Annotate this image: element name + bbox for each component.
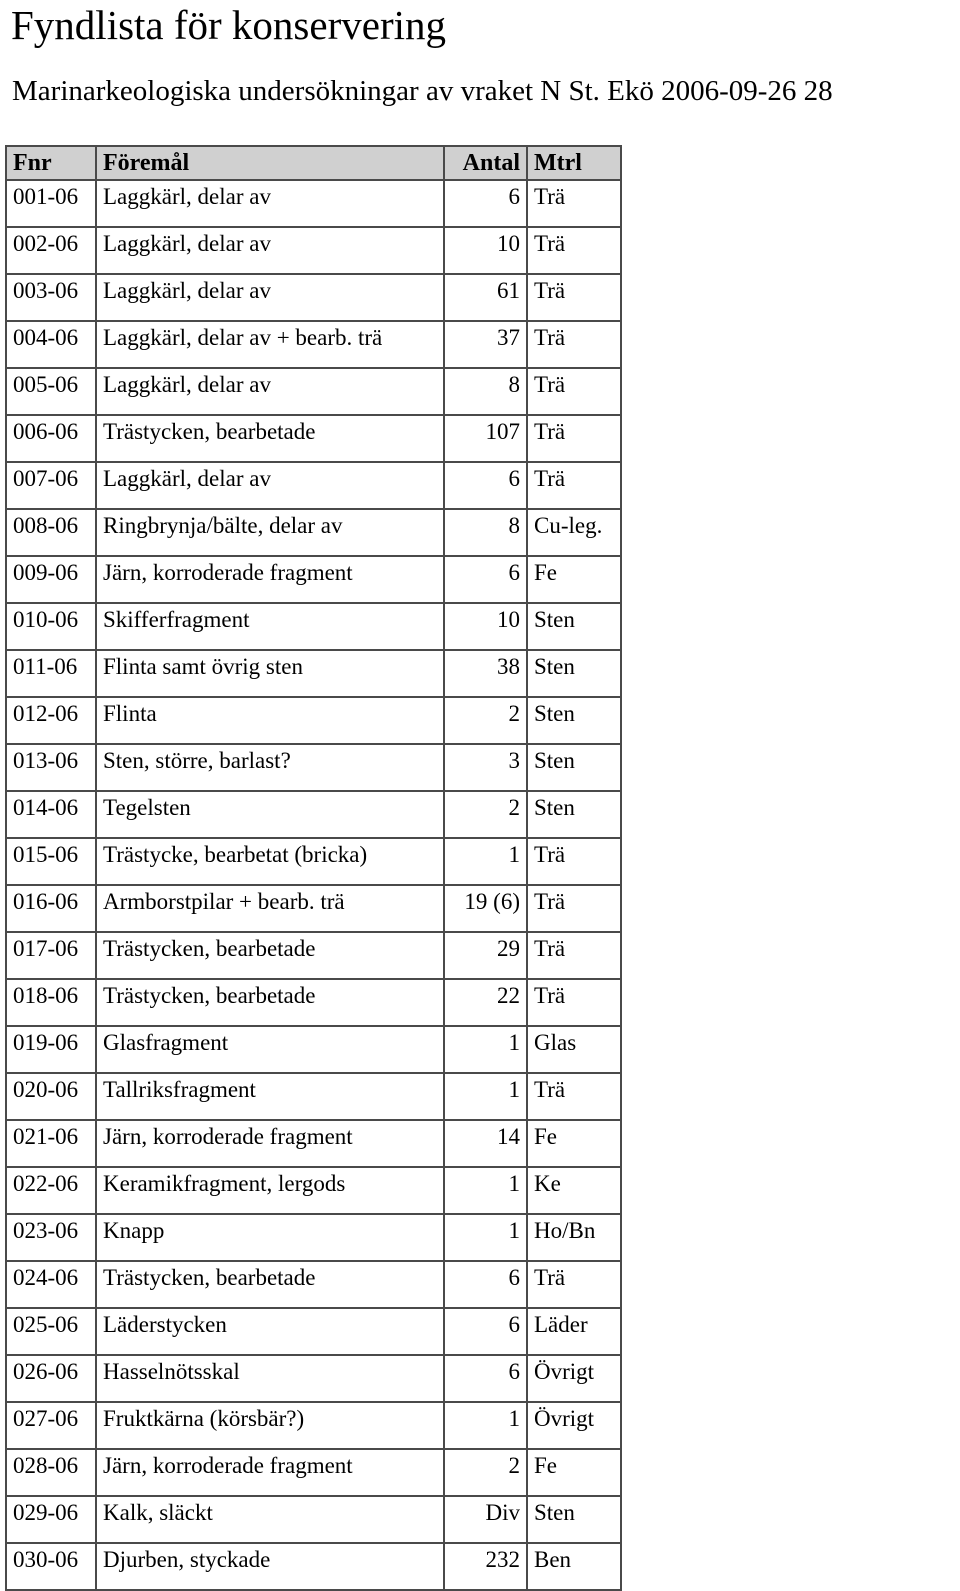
cell-foremal: Trästycken, bearbetade	[96, 415, 444, 462]
table-row	[6, 791, 621, 838]
cell-foremal: Ringbrynja/bälte, delar av	[96, 509, 444, 556]
cell-mtrl: Trä	[527, 979, 621, 1026]
table-row	[6, 603, 621, 650]
cell-antal: 29	[444, 932, 527, 979]
document-subtitle: Marinarkeologiska undersökningar av vraket N St. Ekö 2006-09-26 28	[12, 75, 833, 107]
cell-fnr: 013-06	[6, 744, 96, 791]
table-row	[6, 1073, 621, 1120]
cell-mtrl: Trä	[527, 838, 621, 885]
cell-antal: 10	[444, 603, 527, 650]
cell-mtrl: Trä	[527, 415, 621, 462]
cell-foremal: Järn, korroderade fragment	[96, 1120, 444, 1167]
cell-foremal: Sten, större, barlast?	[96, 744, 444, 791]
cell-mtrl: Trä	[527, 180, 621, 227]
cell-antal: 1	[444, 1073, 527, 1120]
header-mtrl: Mtrl	[527, 146, 621, 180]
table-row	[6, 650, 621, 697]
cell-fnr: 008-06	[6, 509, 96, 556]
cell-foremal: Flinta samt övrig sten	[96, 650, 444, 697]
table-row	[6, 932, 621, 979]
table-row	[6, 227, 621, 274]
cell-mtrl: Fe	[527, 1120, 621, 1167]
cell-mtrl: Trä	[527, 227, 621, 274]
cell-foremal: Tallriksfragment	[96, 1073, 444, 1120]
cell-foremal: Trästycken, bearbetade	[96, 1261, 444, 1308]
cell-mtrl: Övrigt	[527, 1402, 621, 1449]
cell-mtrl: Sten	[527, 650, 621, 697]
cell-foremal: Laggkärl, delar av	[96, 227, 444, 274]
cell-mtrl: Trä	[527, 321, 621, 368]
cell-mtrl: Trä	[527, 932, 621, 979]
cell-fnr: 023-06	[6, 1214, 96, 1261]
cell-antal: 22	[444, 979, 527, 1026]
cell-mtrl: Sten	[527, 697, 621, 744]
table-row	[6, 180, 621, 227]
cell-foremal: Laggkärl, delar av + bearb. trä	[96, 321, 444, 368]
cell-antal: 8	[444, 509, 527, 556]
cell-antal: 6	[444, 1308, 527, 1355]
cell-foremal: Laggkärl, delar av	[96, 274, 444, 321]
cell-mtrl: Fe	[527, 1449, 621, 1496]
table-row	[6, 979, 621, 1026]
cell-antal: 38	[444, 650, 527, 697]
table-row	[6, 321, 621, 368]
cell-antal: 1	[444, 838, 527, 885]
table-row	[6, 697, 621, 744]
cell-antal: 2	[444, 697, 527, 744]
cell-antal: 37	[444, 321, 527, 368]
cell-mtrl: Trä	[527, 368, 621, 415]
cell-fnr: 019-06	[6, 1026, 96, 1073]
cell-foremal: Läderstycken	[96, 1308, 444, 1355]
cell-fnr: 030-06	[6, 1543, 96, 1590]
cell-fnr: 015-06	[6, 838, 96, 885]
cell-antal: 10	[444, 227, 527, 274]
cell-fnr: 028-06	[6, 1449, 96, 1496]
cell-fnr: 026-06	[6, 1355, 96, 1402]
cell-antal: 3	[444, 744, 527, 791]
cell-mtrl: Sten	[527, 744, 621, 791]
cell-mtrl: Sten	[527, 603, 621, 650]
cell-fnr: 024-06	[6, 1261, 96, 1308]
cell-antal: 14	[444, 1120, 527, 1167]
cell-foremal: Trästycken, bearbetade	[96, 979, 444, 1026]
cell-antal: 2	[444, 1449, 527, 1496]
table-row	[6, 1026, 621, 1073]
cell-foremal: Armborstpilar + bearb. trä	[96, 885, 444, 932]
cell-fnr: 006-06	[6, 415, 96, 462]
header-fnr: Fnr	[6, 146, 96, 180]
cell-foremal: Keramikfragment, lergods	[96, 1167, 444, 1214]
cell-fnr: 018-06	[6, 979, 96, 1026]
cell-fnr: 016-06	[6, 885, 96, 932]
table-header-row	[6, 146, 621, 180]
cell-mtrl: Sten	[527, 1496, 621, 1543]
cell-foremal: Laggkärl, delar av	[96, 368, 444, 415]
cell-antal: 6	[444, 462, 527, 509]
cell-antal: 8	[444, 368, 527, 415]
table-row	[6, 509, 621, 556]
cell-fnr: 007-06	[6, 462, 96, 509]
cell-fnr: 017-06	[6, 932, 96, 979]
table-row	[6, 274, 621, 321]
header-foremal: Föremål	[96, 146, 444, 180]
table-row	[6, 1449, 621, 1496]
cell-mtrl: Fe	[527, 556, 621, 603]
cell-fnr: 020-06	[6, 1073, 96, 1120]
cell-fnr: 022-06	[6, 1167, 96, 1214]
cell-mtrl: Läder	[527, 1308, 621, 1355]
cell-mtrl: Trä	[527, 885, 621, 932]
cell-fnr: 002-06	[6, 227, 96, 274]
cell-foremal: Järn, korroderade fragment	[96, 556, 444, 603]
cell-mtrl: Ben	[527, 1543, 621, 1590]
table-row	[6, 1120, 621, 1167]
cell-fnr: 011-06	[6, 650, 96, 697]
cell-mtrl: Ho/Bn	[527, 1214, 621, 1261]
cell-foremal: Glasfragment	[96, 1026, 444, 1073]
table-row	[6, 556, 621, 603]
cell-foremal: Flinta	[96, 697, 444, 744]
cell-antal: 1	[444, 1214, 527, 1261]
table-row	[6, 1355, 621, 1402]
cell-antal: 6	[444, 180, 527, 227]
cell-fnr: 029-06	[6, 1496, 96, 1543]
cell-antal: Div	[444, 1496, 527, 1543]
cell-fnr: 010-06	[6, 603, 96, 650]
cell-mtrl: Ke	[527, 1167, 621, 1214]
table-row	[6, 885, 621, 932]
cell-foremal: Fruktkärna (körsbär?)	[96, 1402, 444, 1449]
table-row	[6, 1543, 621, 1590]
cell-antal: 6	[444, 1355, 527, 1402]
cell-mtrl: Trä	[527, 1073, 621, 1120]
cell-mtrl: Trä	[527, 274, 621, 321]
cell-foremal: Knapp	[96, 1214, 444, 1261]
document-title: Fyndlista för konservering	[11, 2, 446, 48]
cell-mtrl: Cu-leg.	[527, 509, 621, 556]
cell-antal: 19 (6)	[444, 885, 527, 932]
table-row	[6, 415, 621, 462]
cell-antal: 1	[444, 1402, 527, 1449]
cell-fnr: 025-06	[6, 1308, 96, 1355]
table-row	[6, 1261, 621, 1308]
cell-mtrl: Sten	[527, 791, 621, 838]
cell-mtrl: Glas	[527, 1026, 621, 1073]
cell-antal: 232	[444, 1543, 527, 1590]
cell-fnr: 005-06	[6, 368, 96, 415]
table-row	[6, 1496, 621, 1543]
cell-fnr: 021-06	[6, 1120, 96, 1167]
cell-foremal: Skifferfragment	[96, 603, 444, 650]
table-row	[6, 1308, 621, 1355]
table-row	[6, 462, 621, 509]
table-row	[6, 368, 621, 415]
cell-fnr: 012-06	[6, 697, 96, 744]
cell-foremal: Djurben, styckade	[96, 1543, 444, 1590]
cell-foremal: Trästycken, bearbetade	[96, 932, 444, 979]
cell-foremal: Kalk, släckt	[96, 1496, 444, 1543]
find-list-table	[5, 145, 622, 1591]
cell-fnr: 014-06	[6, 791, 96, 838]
cell-foremal: Järn, korroderade fragment	[96, 1449, 444, 1496]
cell-foremal: Laggkärl, delar av	[96, 180, 444, 227]
cell-fnr: 001-06	[6, 180, 96, 227]
cell-mtrl: Trä	[527, 1261, 621, 1308]
cell-antal: 6	[444, 556, 527, 603]
table-body	[6, 180, 621, 1590]
cell-fnr: 003-06	[6, 274, 96, 321]
cell-antal: 61	[444, 274, 527, 321]
header-antal: Antal	[444, 146, 527, 180]
cell-foremal: Hasselnötsskal	[96, 1355, 444, 1402]
table-row	[6, 838, 621, 885]
table-row	[6, 744, 621, 791]
table-row	[6, 1402, 621, 1449]
cell-antal: 6	[444, 1261, 527, 1308]
cell-antal: 107	[444, 415, 527, 462]
cell-mtrl: Övrigt	[527, 1355, 621, 1402]
cell-fnr: 009-06	[6, 556, 96, 603]
cell-antal: 1	[444, 1026, 527, 1073]
cell-foremal: Tegelsten	[96, 791, 444, 838]
cell-fnr: 004-06	[6, 321, 96, 368]
cell-antal: 2	[444, 791, 527, 838]
cell-mtrl: Trä	[527, 462, 621, 509]
table-row	[6, 1167, 621, 1214]
cell-foremal: Trästycke, bearbetat (bricka)	[96, 838, 444, 885]
cell-fnr: 027-06	[6, 1402, 96, 1449]
cell-foremal: Laggkärl, delar av	[96, 462, 444, 509]
table-row	[6, 1214, 621, 1261]
cell-antal: 1	[444, 1167, 527, 1214]
